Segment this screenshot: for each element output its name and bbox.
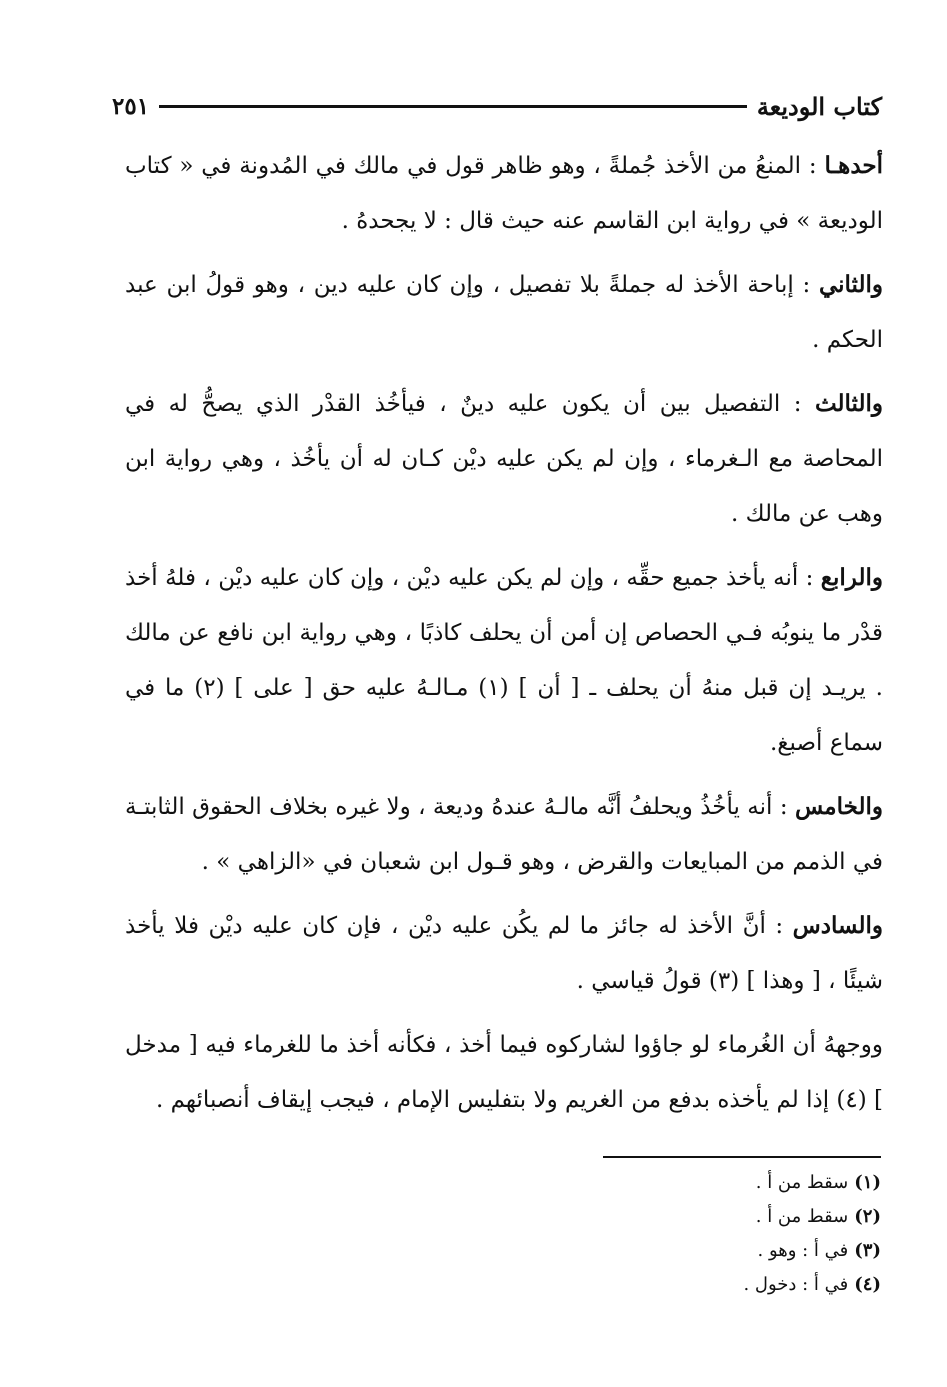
paragraph-lead: والثالث bbox=[814, 390, 883, 417]
chapter-title: كتاب الوديعة bbox=[756, 91, 882, 121]
footnote-3 bbox=[381, 1234, 881, 1268]
paragraph-third-opinion bbox=[125, 376, 883, 542]
paragraph-first-opinion bbox=[125, 138, 883, 249]
paragraph-text: : أنه يأخُذُ ويحلفُ أنَّه مالـهُ عندهُ وديعة ، ولا غيره بخلاف الحقوق الثابتـة في الذمم من المبايعات والقرض ، وهو قـول ابن شعبان في «الزاهي » . bbox=[125, 794, 883, 875]
paragraph-lead: والرابع bbox=[820, 564, 883, 591]
paragraph-text: : أنه يأخذ جميع حقِّه ، وإن لم يكن عليه ديْن ، وإن كان عليه ديْن ، فلهُ أخذ قدْر ما ينوبُه فـي الحصاص إن أمن أن يحلف كاذبًا ، وهي رواية ابن نافع عن مالك . يريـد إن قبل منهُ أن يحلف ـ [ أن ] (١) مـالـهُ عليه حق [ على ] (٢) ما في سماع أصبغ. bbox=[125, 565, 883, 756]
footnote-4 bbox=[381, 1268, 881, 1302]
footnote-number: (١) bbox=[854, 1172, 881, 1193]
footnote-text: في أ : وهو . bbox=[757, 1240, 849, 1261]
footnote-rule bbox=[603, 1156, 881, 1158]
paragraph-sixth-opinion bbox=[125, 898, 883, 1009]
paragraph-text: : التفصيل بين أن يكون عليه دينٌ ، فيأخُذ القدْر الذي يصحُّ له في المحاصة مع الـغرماء ، وإن لم يكن عليه ديْن كـان له أن يأخُذ ، وهي رواية ابن وهب عن مالك . bbox=[125, 391, 883, 527]
footnote-number: (٤) bbox=[854, 1274, 881, 1295]
paragraph-lead: والخامس bbox=[794, 793, 883, 820]
footnote-number: (٢) bbox=[854, 1206, 881, 1227]
footnote-2 bbox=[381, 1200, 881, 1234]
footnote-text: سقط من أ . bbox=[755, 1172, 849, 1193]
page-number: ٢٥١ bbox=[112, 92, 150, 120]
paragraph-lead: والثاني bbox=[818, 271, 883, 298]
paragraph-text: : أنَّ الأخذ له جائز ما لم يكُن عليه ديْن ، فإن كان عليه ديْن فلا يأخذ شيئًا ، [ وهذا ] (٣) قولُ قياسي . bbox=[125, 913, 883, 994]
paragraph-reasoning bbox=[125, 1017, 883, 1128]
footnote-text: في أ : دخول . bbox=[743, 1274, 849, 1295]
paragraph-lead: أحدهـا bbox=[824, 152, 883, 179]
paragraph-text: ووجههُ أن الغُرماء لو جاؤوا لشاركوه فيما أخذ ، فكأنه أخذ ما للغرماء فيه [ مدخل ] (٤) إذا لم يأخذه بدفع من الغريم ولا بتفليس الإمام ، فيجب إيقاف أنصبائهم . bbox=[125, 1032, 883, 1113]
body-text bbox=[125, 138, 883, 1136]
paragraph-fifth-opinion bbox=[125, 779, 883, 890]
paragraph-lead: والسادس bbox=[792, 912, 883, 939]
paragraph-fourth-opinion bbox=[125, 550, 883, 771]
paragraph-second-opinion bbox=[125, 257, 883, 368]
footnotes bbox=[381, 1166, 881, 1302]
footnote-number: (٣) bbox=[854, 1240, 881, 1261]
paragraph-text: : المنعُ من الأخذ جُملةً ، وهو ظاهر قول في مالك في المُدونة في « كتاب الوديعة » في رواية ابن القاسم عنه حيث قال : لا يجحدهُ . bbox=[125, 153, 883, 234]
header-rule bbox=[159, 105, 747, 108]
paragraph-text: : إباحة الأخذ له جملةً بلا تفصيل ، وإن كان عليه دين ، وهو قولُ ابن عبد الحكم . bbox=[125, 272, 883, 353]
footnote-1 bbox=[381, 1166, 881, 1200]
footnote-text: سقط من أ . bbox=[755, 1206, 849, 1227]
running-header bbox=[112, 86, 882, 126]
